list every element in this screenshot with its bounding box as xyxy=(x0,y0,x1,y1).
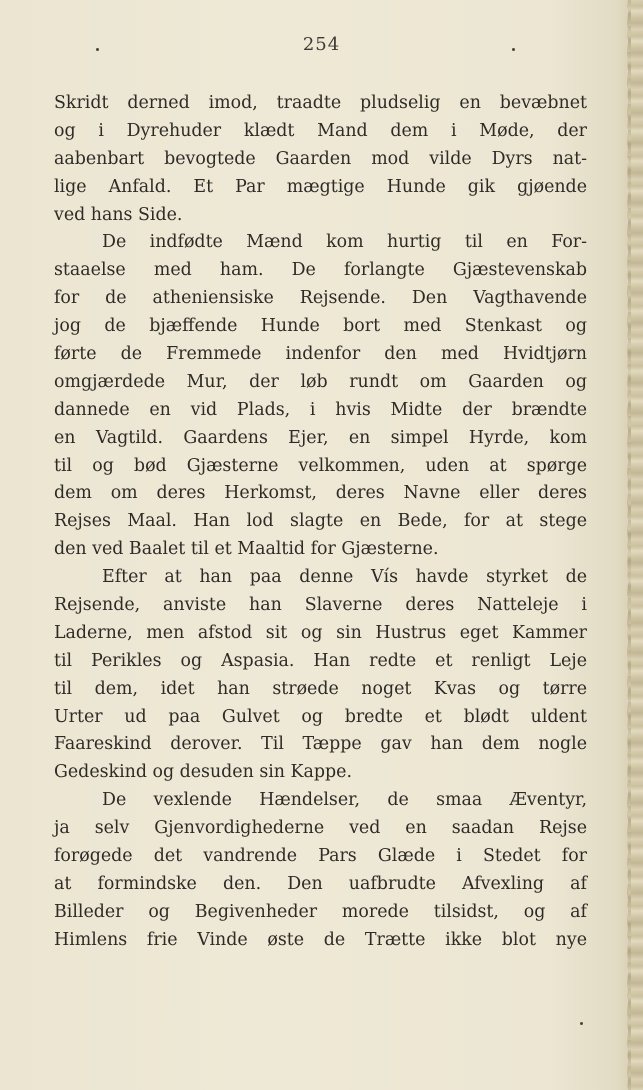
text-line: dannede en vid Plads, i hvis Midte der brændte xyxy=(54,399,587,420)
paper-speck xyxy=(580,1022,583,1025)
text-line: Faareskind derover. Til Tæppe gav han dem nogle xyxy=(54,734,587,755)
text-line: Urter ud paa Gulvet og bredte et blødt uldent xyxy=(54,706,587,727)
text-line: ja selv Gjenvordighederne ved en saadan Rejse xyxy=(54,818,587,839)
text-line: Gedeskind og desuden sin Kappe. xyxy=(54,762,352,783)
text-line: for de atheniensiske Rejsende. Den Vagthavende xyxy=(54,288,587,309)
text-line: Billeder og Begivenheder morede tilsidst, og af xyxy=(54,901,587,922)
text-line: dem om deres Herkomst, deres Navne eller deres xyxy=(54,483,587,504)
page-edge-shadow xyxy=(628,0,631,1090)
text-line: De indfødte Mænd kom hurtig til en For- xyxy=(102,232,587,253)
body-text xyxy=(54,90,587,955)
text-line: Himlens frie Vinde øste de Trætte ikke blot nye xyxy=(54,929,587,950)
page-number: 254 xyxy=(302,34,341,55)
text-line: De vexlende Hændelser, de smaa Æventyr, xyxy=(102,790,587,811)
text-line: til og bød Gjæsterne velkommen, uden at spørge xyxy=(54,455,587,476)
text-line: staaelse med ham. De forlangte Gjæstevenskab xyxy=(54,260,587,281)
text-line: jog de bjæffende Hunde bort med Stenkast og xyxy=(54,316,587,337)
text-line: til dem, idet han strøede noget Kvas og tørre xyxy=(54,678,587,699)
text-line: den ved Baalet til et Maaltid for Gjæsterne. xyxy=(54,539,439,560)
text-line: at formindske den. Den uafbrudte Afvexling af xyxy=(54,873,587,894)
text-line: aabenbart bevogtede Gaarden mod vilde Dyrs nat- xyxy=(54,148,587,169)
text-line: Laderne, men afstod sit og sin Hustrus eget Kammer xyxy=(54,622,587,643)
text-line: førte de Fremmede indenfor den med Hvidtjørn xyxy=(54,344,587,365)
text-line: Rejses Maal. Han lod slagte en Bede, for at stege xyxy=(54,511,587,532)
text-line: Rejsende, anviste han Slaverne deres Natteleje i xyxy=(54,595,587,616)
text-line: forøgede det vandrende Pars Glæde i Stedet for xyxy=(54,846,587,867)
text-line: ved hans Side. xyxy=(54,204,183,225)
text-line: omgjærdede Mur, der løb rundt om Gaarden og xyxy=(54,371,587,392)
text-line: Skridt derned imod, traadte pludselig en bevæbnet xyxy=(54,93,587,113)
text-line: Efter at han paa denne Vís havde styrket de xyxy=(102,567,587,588)
text-line: og i Dyrehuder klædt Mand dem i Møde, der xyxy=(54,120,587,141)
text-line: en Vagtild. Gaardens Ejer, en simpel Hyrde, kom xyxy=(54,427,587,448)
text-line: til Perikles og Aspasia. Han redte et renligt Leje xyxy=(54,650,587,671)
text-line: lige Anfald. Et Par mægtige Hunde gik gjøende xyxy=(54,176,587,197)
